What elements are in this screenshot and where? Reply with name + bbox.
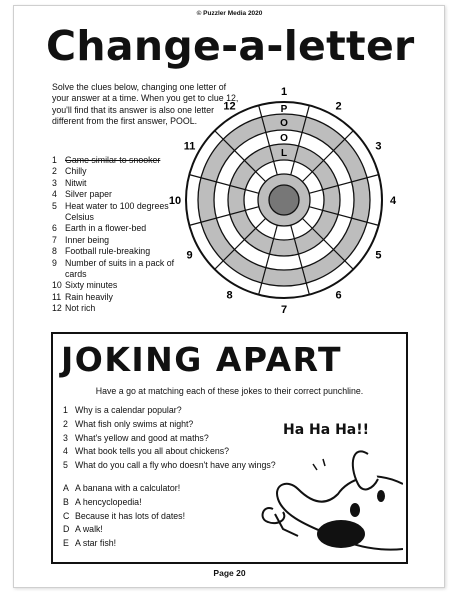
punchline-text: Because it has lots of dates! xyxy=(75,510,186,521)
punchline-text: A hencyclopedia! xyxy=(75,496,142,507)
joke-text: What's yellow and good at maths? xyxy=(75,432,209,443)
clue-number: 2 xyxy=(52,166,57,177)
wheel-number-label: 3 xyxy=(375,140,382,153)
punchline-text: A star fish! xyxy=(75,538,117,549)
wheel-letter: L xyxy=(280,148,288,159)
punchline-text: A walk! xyxy=(75,524,103,535)
wheel-number-label: 11 xyxy=(183,140,196,153)
cartoon-dog-illustration xyxy=(253,444,403,559)
joke-number: 5 xyxy=(63,460,68,471)
instructions-text: Solve the clues below, changing one letter of your answer at a time. When you get to clue 12, you'll find that its answer is also one letter different from the first answer, POOL. xyxy=(52,82,239,126)
clue-text: Number of suits in a pack of cards xyxy=(65,257,175,280)
clue-number: 9 xyxy=(52,257,57,268)
punchline-number: E xyxy=(63,538,69,549)
joke-number: 4 xyxy=(63,446,68,457)
clue-number: 7 xyxy=(52,234,57,245)
punchline-number: B xyxy=(63,496,69,507)
wheel-letter: O xyxy=(280,133,288,144)
punchline-item xyxy=(63,537,263,551)
wheel-number-label: 2 xyxy=(335,100,342,113)
joke-text: Why is a calendar popular? xyxy=(75,405,182,415)
wheel-letter: P xyxy=(280,104,288,115)
wheel-number-label: 6 xyxy=(335,289,342,302)
punchline-number: A xyxy=(63,483,69,493)
wheel-number-label: 5 xyxy=(375,249,382,262)
clue-number: 8 xyxy=(52,246,57,257)
joke-text: What fish only swims at night? xyxy=(75,418,194,429)
clue-number: 1 xyxy=(52,155,57,165)
clue-number: 11 xyxy=(52,291,62,302)
clue-text: Sixty minutes xyxy=(65,280,118,291)
joke-text: What do you call a fly who doesn't have any wings? xyxy=(75,460,276,471)
punchline-text: A banana with a calculator! xyxy=(75,483,181,493)
joking-apart-panel xyxy=(51,332,408,564)
punchline-number: C xyxy=(63,510,70,521)
copyright-text: © Puzzler Media 2020 xyxy=(196,10,263,17)
clue-text: Inner being xyxy=(65,234,110,245)
joke-number: 1 xyxy=(63,405,68,415)
joke-item xyxy=(63,404,353,418)
clue-text: Rain heavily xyxy=(65,291,113,302)
punchline-item xyxy=(63,510,263,524)
change-a-letter-title: Change-a-letter xyxy=(46,22,415,70)
joking-apart-intro: Have a go at matching each of these jokes to their correct punchline. xyxy=(95,386,364,396)
wheel-number-label: 12 xyxy=(223,100,236,113)
joke-number: 3 xyxy=(63,432,68,443)
joking-apart-title: JOKING APART xyxy=(61,340,343,379)
clue-text: Not rich xyxy=(65,303,96,314)
punchline-item xyxy=(63,523,263,537)
punchline-item xyxy=(63,496,263,510)
clue-text: Earth in a flower-bed xyxy=(65,223,147,234)
clue-text: Chilly xyxy=(65,166,87,177)
clue-text: Silver paper xyxy=(65,189,112,200)
page-number: Page 20 xyxy=(213,568,246,578)
clue-text: Heat water to 100 degrees Celsius xyxy=(65,200,169,223)
clue-text: Football rule-breaking xyxy=(65,246,151,257)
wheel-letter: O xyxy=(280,118,288,129)
clue-text: Nitwit xyxy=(65,177,87,188)
haha-text: Ha Ha Ha!! xyxy=(283,422,370,438)
wheel-center xyxy=(269,185,299,215)
change-a-letter-wheel xyxy=(166,78,398,318)
joke-text: What book tells you all about chickens? xyxy=(75,446,230,457)
clue-text: Game similar to snooker xyxy=(65,155,161,165)
clue-number: 4 xyxy=(52,189,57,200)
punchline-item xyxy=(63,482,263,496)
clue-number: 3 xyxy=(52,177,57,188)
wheel-number-label: 10 xyxy=(168,195,182,207)
joke-number: 2 xyxy=(63,418,68,429)
wheel-number-label: 9 xyxy=(186,249,193,262)
wheel-number-label: 1 xyxy=(280,86,288,98)
wheel-number-label: 8 xyxy=(226,289,233,302)
clue-number: 12 xyxy=(52,303,62,314)
wheel-number-label: 7 xyxy=(280,304,288,316)
clue-number: 5 xyxy=(52,200,57,211)
punchline-list xyxy=(63,482,263,551)
wheel-number-label: 4 xyxy=(389,195,397,207)
clue-number: 6 xyxy=(52,223,57,234)
punchline-number: D xyxy=(63,524,70,535)
clue-number: 10 xyxy=(52,280,62,291)
